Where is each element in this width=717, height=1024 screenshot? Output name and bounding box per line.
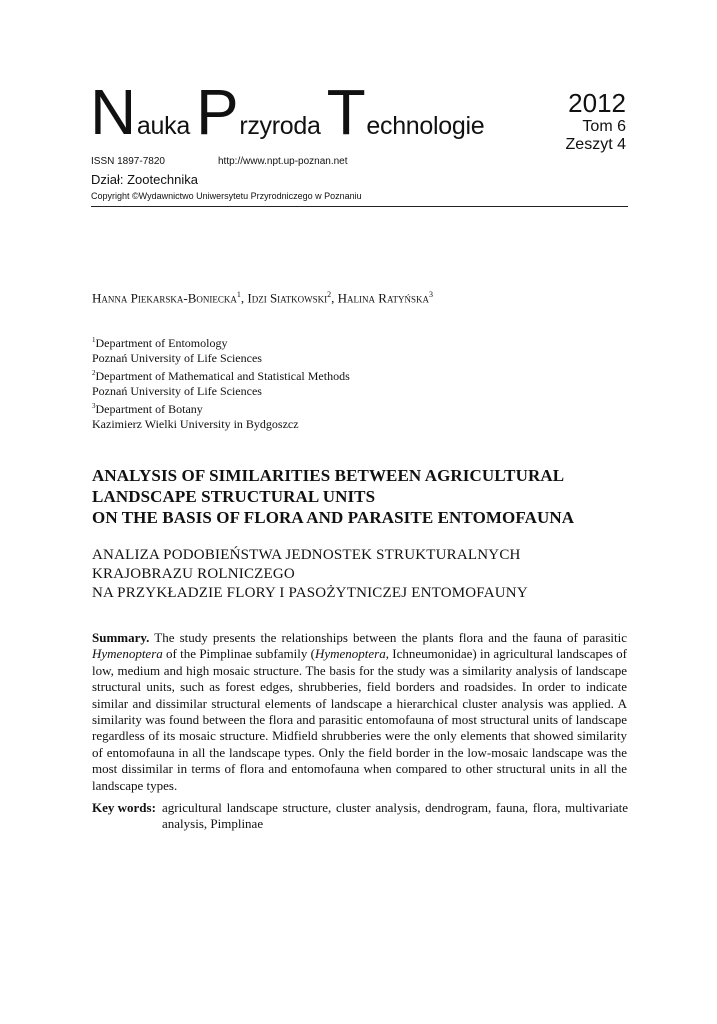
summary-paragraph: Summary. The study presents the relationships between the plants flora and the fauna of parasitic Hymenoptera of the Pimplinae subfamily (Hymenoptera, Ichneumonidae) in agricultural landscapes of low, medium and high mosaic structure. The basis for the study was a similarity analysis of landscape structural units, such as forest edges, shrubberies, field borders and roadsides. In order to indicate similar and dissimilar structural elements of landscape a hierarchical cluster analysis was applied. A similarity was found between the flora and parasitic entomofauna of most structural units of landscape regardless of its mosaic structure. Midfield shrubberies were the only elements that showed similarity of entomofauna in all the landscape types. Only the field border in the low-mosaic landscape was the most dissimilar in terms of flora and entomofauna when compared to other structural units in all the landscape types.: [92, 630, 627, 793]
journal-title-word: rzyroda: [239, 112, 321, 140]
journal-title-word: auka: [136, 112, 190, 140]
paper-title: [92, 465, 574, 528]
journal-title-initial: N: [90, 76, 136, 148]
paper-subtitle: [92, 546, 528, 603]
taxon-name: Hymenoptera: [314, 646, 386, 662]
journal-issue: Zeszyt 4: [565, 136, 626, 153]
affiliation-department: $^2$Department of Mathematical and Statistical Methods: [92, 369, 350, 383]
journal-url[interactable]: http://www.npt.up-poznan.net: [218, 156, 348, 167]
taxon-name: Hymenoptera: [92, 646, 163, 662]
keywords-text: agricultural landscape structure, cluster analysis, dendrogram, fauna, flora, multivariate analysis, Pimplinae: [162, 800, 628, 832]
journal-volume: Tom 6: [582, 118, 626, 135]
affiliation-department: $^3$Department of Botany: [92, 402, 203, 416]
author-name: Idzi Siatkowski: [247, 290, 328, 306]
affiliation-department: $^1$Department of Entomology: [92, 336, 228, 350]
affiliation-university: Kazimierz Wielki University in Bydgoszcz: [92, 417, 299, 431]
header-divider: [91, 206, 628, 207]
journal-title-initial: P: [195, 76, 239, 148]
author-affiliation-mark: 2: [327, 290, 332, 299]
paper-title-line: LANDSCAPE STRUCTURAL UNITS: [92, 487, 376, 506]
journal-title: [90, 76, 490, 148]
keywords-label: Key words:: [92, 800, 156, 815]
paper-title-line: ANALYSIS OF SIMILARITIES BETWEEN AGRICULTURAL: [92, 466, 565, 485]
journal-issn: ISSN 1897-7820: [91, 156, 165, 167]
author-affiliation-mark: 1: [236, 290, 241, 299]
paper-subtitle-line: KRAJOBRAZU ROLNICZEGO: [92, 566, 295, 582]
author-name: Halina Ratyńska: [337, 290, 429, 306]
journal-section: Dział: Zootechnika: [91, 172, 198, 187]
paper-title-line: ON THE BASIS OF FLORA AND PARASITE ENTOMOFAUNA: [92, 508, 575, 527]
affiliation-university: Poznań University of Life Sciences: [92, 351, 262, 365]
affiliation-list: [92, 333, 350, 432]
author-list: Hanna Piekarska-Boniecka$^1$, Idzi Siatkowski$^2$, Halina Ratyńska$^3$: [92, 290, 433, 306]
author-affiliation-mark: 3: [428, 290, 433, 299]
author-name: Hanna Piekarska-Boniecka: [92, 290, 237, 306]
journal-copyright: Copyright ©Wydawnictwo Uniwersytetu Przyrodniczego w Poznaniu: [91, 191, 362, 201]
summary-label: Summary.: [92, 630, 150, 645]
affiliation-university: Poznań University of Life Sciences: [92, 384, 262, 398]
journal-title-initial: T: [326, 76, 366, 148]
journal-title-word: echnologie: [366, 112, 485, 140]
journal-year: 2012: [568, 88, 626, 118]
paper-subtitle-line: NA PRZYKŁADZIE FLORY I PASOŻYTNICZEJ ENTOMOFAUNY: [92, 585, 528, 601]
paper-subtitle-line: ANALIZA PODOBIEŃSTWA JEDNOSTEK STRUKTURALNYCH: [92, 547, 521, 563]
